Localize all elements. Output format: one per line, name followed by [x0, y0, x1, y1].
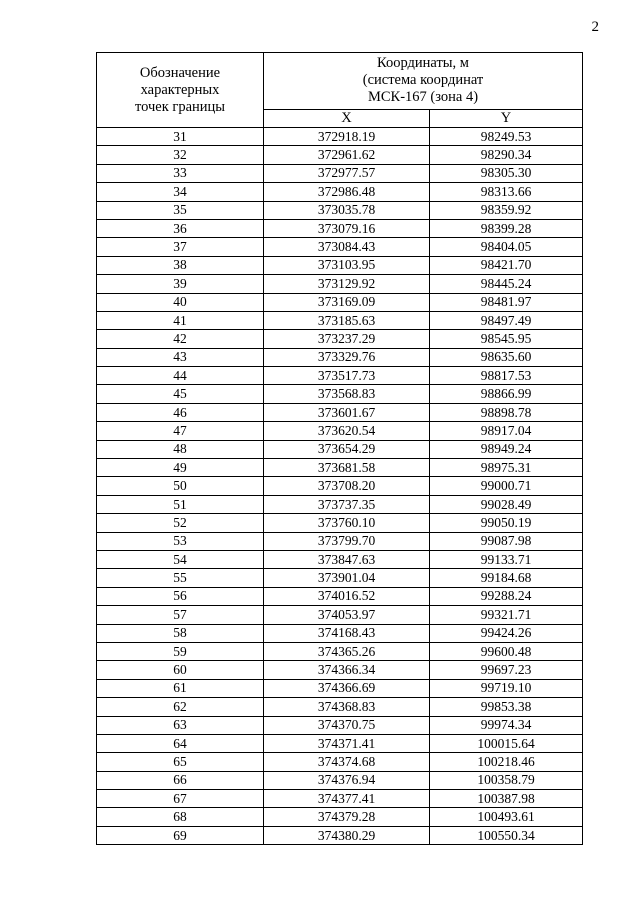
table-row	[97, 642, 583, 660]
x-cell: 374368.83	[264, 698, 430, 716]
y-cell: 98975.31	[430, 459, 583, 477]
y-cell: 98305.30	[430, 164, 583, 182]
x-cell: 373568.83	[264, 385, 430, 403]
x-column-header: X	[264, 109, 430, 127]
point-cell: 60	[97, 661, 264, 679]
point-cell: 45	[97, 385, 264, 403]
point-cell: 40	[97, 293, 264, 311]
y-cell: 99288.24	[430, 587, 583, 605]
x-cell: 373620.54	[264, 422, 430, 440]
table-row	[97, 183, 583, 201]
y-cell: 99000.71	[430, 477, 583, 495]
y-cell: 99133.71	[430, 550, 583, 568]
point-cell: 48	[97, 440, 264, 458]
x-cell: 373517.73	[264, 367, 430, 385]
x-cell: 373654.29	[264, 440, 430, 458]
point-cell: 68	[97, 808, 264, 826]
table-row	[97, 661, 583, 679]
y-cell: 98249.53	[430, 128, 583, 146]
table-row	[97, 716, 583, 734]
x-cell: 372961.62	[264, 146, 430, 164]
x-cell: 372977.57	[264, 164, 430, 182]
point-cell: 53	[97, 532, 264, 550]
table-row	[97, 164, 583, 182]
points-header-line-1: Обозначение	[139, 64, 221, 81]
point-cell: 32	[97, 146, 264, 164]
point-cell: 51	[97, 495, 264, 513]
x-cell: 373129.92	[264, 275, 430, 293]
point-cell: 57	[97, 606, 264, 624]
table-row	[97, 698, 583, 716]
table-row	[97, 753, 583, 771]
table-row	[97, 219, 583, 237]
y-cell: 100358.79	[430, 771, 583, 789]
y-cell: 98497.49	[430, 311, 583, 329]
x-cell: 374365.26	[264, 642, 430, 660]
x-cell: 374379.28	[264, 808, 430, 826]
point-cell: 36	[97, 219, 264, 237]
table-row	[97, 128, 583, 146]
x-cell: 374168.43	[264, 624, 430, 642]
y-cell: 99321.71	[430, 606, 583, 624]
table-row	[97, 606, 583, 624]
x-cell: 373681.58	[264, 459, 430, 477]
x-cell: 373035.78	[264, 201, 430, 219]
y-column-header: Y	[430, 109, 583, 127]
y-cell: 99184.68	[430, 569, 583, 587]
point-cell: 54	[97, 550, 264, 568]
table-row	[97, 790, 583, 808]
table-row	[97, 348, 583, 366]
table-row	[97, 550, 583, 568]
point-cell: 62	[97, 698, 264, 716]
x-cell: 372986.48	[264, 183, 430, 201]
table-row	[97, 256, 583, 274]
point-cell: 63	[97, 716, 264, 734]
x-cell: 374380.29	[264, 826, 430, 844]
table-row	[97, 771, 583, 789]
x-cell: 374371.41	[264, 734, 430, 752]
coordinates-table	[96, 52, 583, 845]
table-body	[97, 128, 583, 845]
point-cell: 33	[97, 164, 264, 182]
y-cell: 99028.49	[430, 495, 583, 513]
point-cell: 65	[97, 753, 264, 771]
point-cell: 52	[97, 514, 264, 532]
point-cell: 56	[97, 587, 264, 605]
y-cell: 98404.05	[430, 238, 583, 256]
x-cell: 373799.70	[264, 532, 430, 550]
y-cell: 98949.24	[430, 440, 583, 458]
y-cell: 98635.60	[430, 348, 583, 366]
y-cell: 99050.19	[430, 514, 583, 532]
x-cell: 373847.63	[264, 550, 430, 568]
point-cell: 49	[97, 459, 264, 477]
point-cell: 44	[97, 367, 264, 385]
y-cell: 99600.48	[430, 642, 583, 660]
x-cell: 373237.29	[264, 330, 430, 348]
y-cell: 98359.92	[430, 201, 583, 219]
point-cell: 59	[97, 642, 264, 660]
x-cell: 374374.68	[264, 753, 430, 771]
y-cell: 98421.70	[430, 256, 583, 274]
points-column-header	[97, 53, 264, 128]
page-number: 2	[591, 19, 599, 35]
y-cell: 100550.34	[430, 826, 583, 844]
table-row	[97, 238, 583, 256]
coordinates-header-line-2: (система координат	[362, 72, 484, 89]
y-cell: 99697.23	[430, 661, 583, 679]
x-cell: 374366.69	[264, 679, 430, 697]
y-cell: 99719.10	[430, 679, 583, 697]
table-row	[97, 514, 583, 532]
x-cell: 372918.19	[264, 128, 430, 146]
x-cell: 373708.20	[264, 477, 430, 495]
point-cell: 50	[97, 477, 264, 495]
x-cell: 374366.34	[264, 661, 430, 679]
y-cell: 100015.64	[430, 734, 583, 752]
table-row	[97, 330, 583, 348]
y-cell: 98481.97	[430, 293, 583, 311]
table-row	[97, 532, 583, 550]
x-cell: 373737.35	[264, 495, 430, 513]
x-cell: 373601.67	[264, 403, 430, 421]
point-cell: 39	[97, 275, 264, 293]
x-cell: 373084.43	[264, 238, 430, 256]
point-cell: 67	[97, 790, 264, 808]
coordinates-header-line-3: МСК-167 (зона 4)	[367, 89, 479, 106]
y-cell: 99424.26	[430, 624, 583, 642]
point-cell: 55	[97, 569, 264, 587]
y-cell: 98817.53	[430, 367, 583, 385]
x-cell: 374053.97	[264, 606, 430, 624]
x-cell: 373185.63	[264, 311, 430, 329]
y-cell: 100493.61	[430, 808, 583, 826]
point-cell: 46	[97, 403, 264, 421]
x-cell: 374016.52	[264, 587, 430, 605]
table-row	[97, 367, 583, 385]
x-cell: 374376.94	[264, 771, 430, 789]
table-row	[97, 826, 583, 844]
x-cell: 373103.95	[264, 256, 430, 274]
y-cell: 98898.78	[430, 403, 583, 421]
y-cell: 98917.04	[430, 422, 583, 440]
x-cell: 373901.04	[264, 569, 430, 587]
table-row	[97, 146, 583, 164]
point-cell: 42	[97, 330, 264, 348]
y-cell: 98545.95	[430, 330, 583, 348]
point-cell: 43	[97, 348, 264, 366]
point-cell: 69	[97, 826, 264, 844]
y-cell: 98313.66	[430, 183, 583, 201]
point-cell: 37	[97, 238, 264, 256]
y-cell: 98399.28	[430, 219, 583, 237]
table-row	[97, 569, 583, 587]
table-row	[97, 311, 583, 329]
point-cell: 38	[97, 256, 264, 274]
y-cell: 99087.98	[430, 532, 583, 550]
table-row	[97, 495, 583, 513]
table-row	[97, 808, 583, 826]
point-cell: 47	[97, 422, 264, 440]
point-cell: 66	[97, 771, 264, 789]
points-header-line-3: точек границы	[134, 98, 226, 115]
table-row	[97, 422, 583, 440]
table-row	[97, 477, 583, 495]
x-cell: 373169.09	[264, 293, 430, 311]
point-cell: 64	[97, 734, 264, 752]
table-row	[97, 440, 583, 458]
table-row	[97, 679, 583, 697]
y-cell: 100387.98	[430, 790, 583, 808]
point-cell: 31	[97, 128, 264, 146]
table-row	[97, 293, 583, 311]
x-cell: 374370.75	[264, 716, 430, 734]
x-cell: 374377.41	[264, 790, 430, 808]
y-cell: 100218.46	[430, 753, 583, 771]
y-cell: 99974.34	[430, 716, 583, 734]
x-cell: 373760.10	[264, 514, 430, 532]
table-row	[97, 459, 583, 477]
point-cell: 34	[97, 183, 264, 201]
y-cell: 98445.24	[430, 275, 583, 293]
coordinates-header-line-1: Координаты, м	[377, 55, 469, 72]
table-row	[97, 275, 583, 293]
table-row	[97, 403, 583, 421]
table-row	[97, 734, 583, 752]
point-cell: 61	[97, 679, 264, 697]
y-cell: 98866.99	[430, 385, 583, 403]
table-row	[97, 624, 583, 642]
point-cell: 58	[97, 624, 264, 642]
y-cell: 99853.38	[430, 698, 583, 716]
y-cell: 98290.34	[430, 146, 583, 164]
point-cell: 41	[97, 311, 264, 329]
x-cell: 373329.76	[264, 348, 430, 366]
points-header-line-2: характерных	[140, 81, 220, 98]
table-row	[97, 385, 583, 403]
x-cell: 373079.16	[264, 219, 430, 237]
table-row	[97, 201, 583, 219]
point-cell: 35	[97, 201, 264, 219]
table-row	[97, 587, 583, 605]
coordinates-column-header	[264, 53, 583, 110]
